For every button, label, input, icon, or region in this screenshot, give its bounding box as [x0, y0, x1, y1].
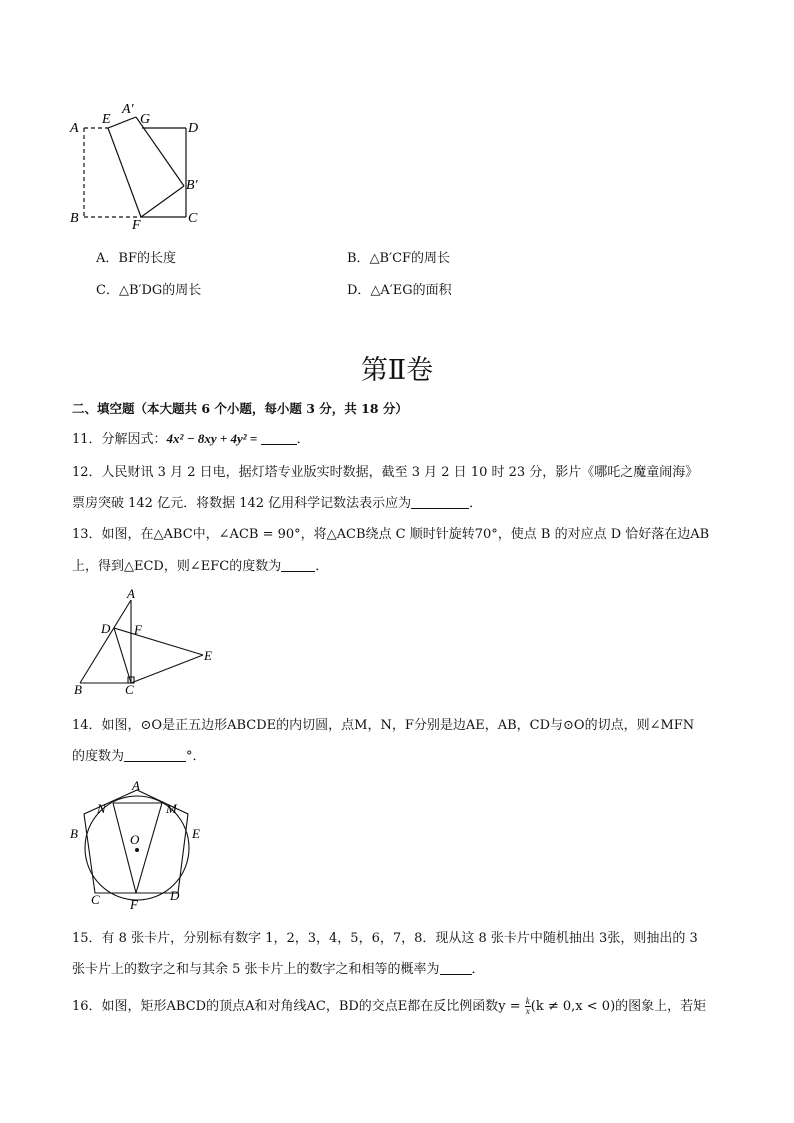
q14-label-b: B: [70, 826, 78, 841]
q13-line1: 13．如图，在△ABC中，∠ACB = 90°，将△ACB绕点 C 顺时针旋转70°，使点 B 的对应点 D 恰好落在边AB: [72, 527, 710, 542]
q10-option-d: [347, 282, 452, 300]
q16-fraction-denominator: x: [525, 1006, 530, 1016]
q10-option-c-label: C．: [96, 283, 119, 298]
q13-label-e: E: [204, 648, 212, 663]
q13-line2-text: 上，得到△ECD，则∠EFC的度数为: [72, 559, 282, 574]
q10-option-d-label: D．: [347, 283, 371, 298]
q13-line2: [72, 558, 328, 576]
q14-label-o: O: [130, 832, 140, 847]
q10-figure: [66, 96, 216, 232]
q14-label-n: N: [97, 801, 106, 816]
volume-heading: 第Ⅱ卷: [360, 355, 434, 386]
q14-label-f: F: [130, 897, 138, 912]
q15-line2: [72, 961, 485, 979]
q14-label-c: C: [91, 892, 100, 907]
q13-suffix: ．: [315, 559, 329, 574]
q11-suffix: ．: [296, 432, 310, 447]
q10-option-a: [96, 250, 176, 268]
q10-label-b: B: [70, 211, 79, 226]
section2-title: 二、填空题（本大题共 6 个小题，每小题 3 分，共 18 分）: [72, 401, 408, 416]
q16-text-a: 16．如图，矩形ABCD的顶点A和对角线AC，BD的交点E都在反比例函数y =: [72, 999, 525, 1014]
q14-figure: [66, 776, 216, 914]
q13-label-a: A: [127, 588, 135, 601]
q10-label-a: A: [70, 121, 79, 136]
q10-label-e: E: [102, 112, 111, 127]
q10-option-a-text: BF的长度: [118, 251, 176, 266]
q10-label-f: F: [132, 218, 141, 232]
q14-label-d: D: [170, 888, 180, 903]
q10-option-b-text: △B′CF的周长: [369, 251, 451, 266]
q12-suffix: ．: [469, 496, 483, 511]
q13-figure: [66, 588, 226, 700]
q12-line2-text: 票房突破 142 亿元．将数据 142 亿用科学记数法表示应为: [72, 496, 412, 511]
q12-line2: [72, 495, 482, 513]
q10-option-d-text: △A′EG的面积: [370, 283, 452, 298]
q12-line1: 12．人民财讯 3 月 2 日电，据灯塔专业版实时数据，截至 3 月 2 日 10 时 23 分，影片《哪吒之魔童闹海》: [72, 465, 699, 480]
q16-text-b: (k ≠ 0,x < 0)的图象上，若矩: [530, 999, 707, 1014]
q13-label-f: F: [134, 622, 142, 637]
q14-line2: [72, 748, 206, 766]
q10-label-d: D: [188, 121, 199, 136]
q10-option-b: [347, 250, 450, 268]
q13-label-b: B: [74, 682, 82, 697]
q14-suffix: °．: [186, 749, 206, 764]
q10-option-b-label: B．: [347, 251, 370, 266]
q14-answer-blank[interactable]: [124, 748, 186, 762]
q11-expression: 4x² − 8xy + 4y² =: [166, 431, 261, 446]
q14-line1: 14．如图，⊙O是正五边形ABCDE的内切圆，点M，N，F分别是边AE，AB，CD与⊙O的切点，则∠MFN: [72, 718, 695, 733]
q14-label-a: A: [132, 778, 140, 793]
q15-suffix: ．: [471, 962, 485, 977]
q14-label-e: E: [192, 826, 200, 841]
q11-prefix: 11．分解因式：: [72, 432, 167, 447]
q15-line1: 15．有 8 张卡片，分别标有数字 1，2，3，4，5，6，7，8．现从这 8 张卡片中随机抽出 3张，则抽出的 3: [72, 931, 698, 946]
q10-option-c-text: △B′DG的周长: [118, 283, 202, 298]
q13-label-c: C: [125, 682, 134, 697]
q10-label-g: G: [140, 112, 151, 127]
q11-answer-blank[interactable]: [261, 431, 297, 445]
q14-label-m: M: [166, 801, 177, 816]
q16-line1: [72, 996, 706, 1018]
q13-label-d: D: [101, 621, 111, 636]
q10-label-b-prime: B′: [186, 178, 198, 193]
q10-option-a-label: A．: [96, 251, 119, 266]
q10-label-a-prime: A′: [122, 102, 134, 117]
q14-line2-text: 的度数为: [72, 749, 125, 764]
q15-line2-text: 张卡片上的数字之和与其余 5 张卡片上的数字之和相等的概率为: [72, 962, 440, 977]
q11: [72, 430, 310, 449]
q10-label-c: C: [188, 211, 198, 226]
q10-option-c: [96, 282, 201, 300]
q16-fraction-numerator: k: [525, 996, 530, 1006]
q12-answer-blank[interactable]: [411, 495, 469, 509]
q13-answer-blank[interactable]: [281, 558, 315, 572]
q15-answer-blank[interactable]: [440, 961, 472, 975]
